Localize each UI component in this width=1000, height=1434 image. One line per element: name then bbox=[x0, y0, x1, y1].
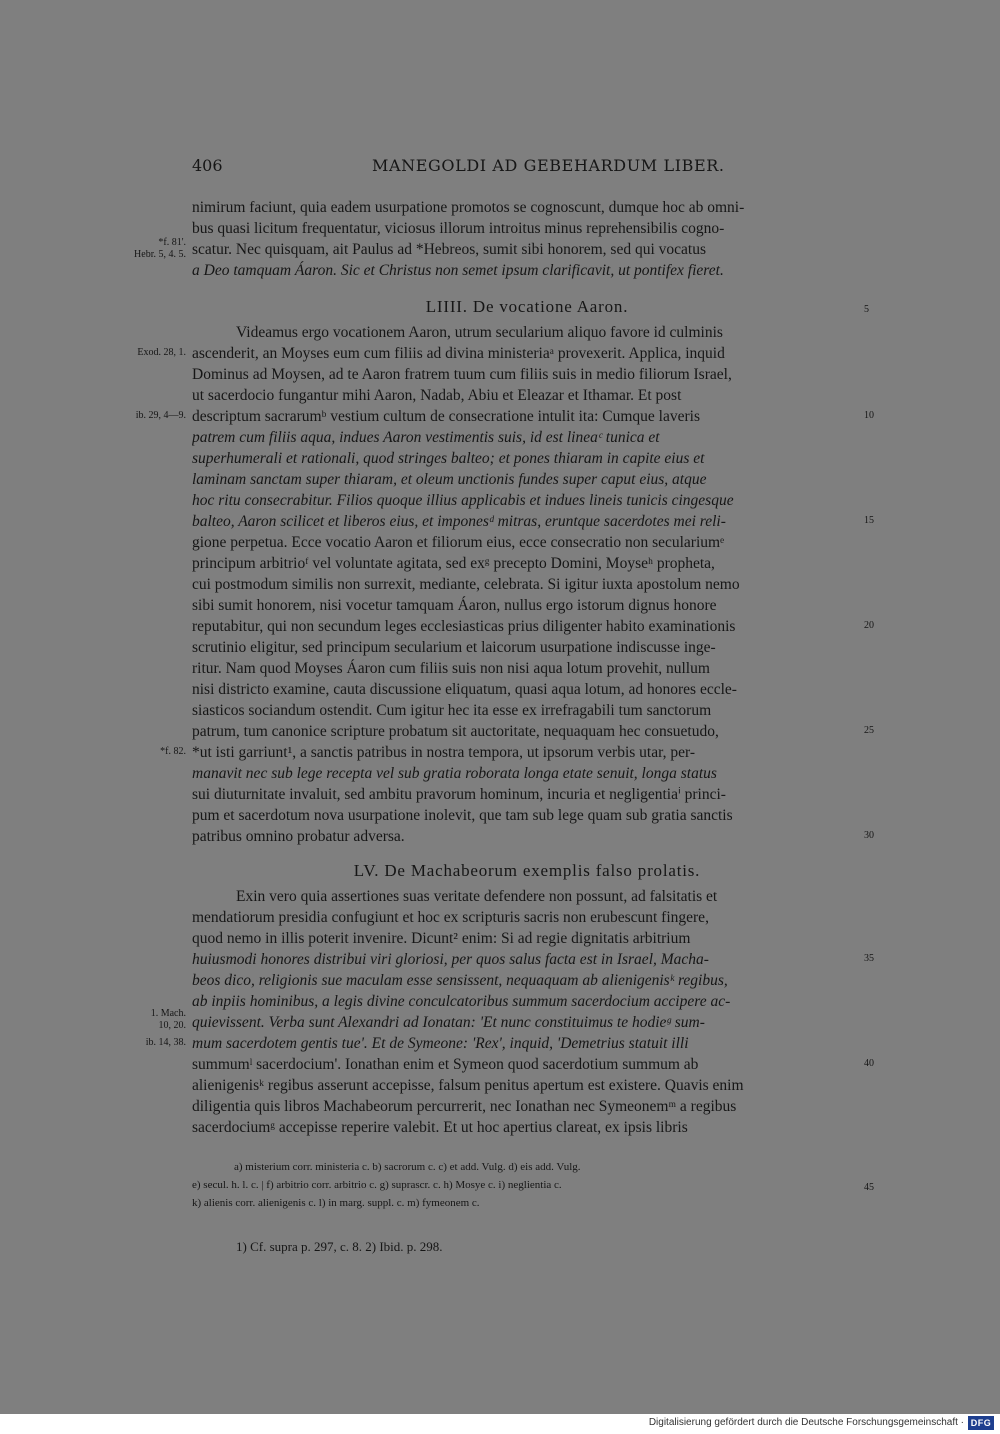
text-line: mendatiorum presidia confugiunt et hoc ex scripturis sacris non erubescunt fingere, bbox=[192, 909, 709, 926]
line-number: 45 bbox=[864, 1182, 874, 1193]
running-title: MANEGOLDI AD GEBEHARDUM LIBER. bbox=[372, 156, 725, 175]
line-number: 5 bbox=[864, 304, 869, 315]
apparatus-line: e) secul. h. l. c. | f) arbitrio corr. arbitrio c. g) suprascr. c. h) Mosye c. i) neglientia c. bbox=[192, 1179, 562, 1191]
margin-reference: 10, 20. bbox=[158, 1020, 186, 1031]
section-heading: LIIII. De vocatione Aaron. bbox=[425, 297, 629, 316]
text-line: summumˡ sacerdocium'. Ionathan enim et Symeon quod sacerdotium summum ab bbox=[192, 1056, 699, 1073]
line-number: 15 bbox=[864, 515, 874, 526]
margin-reference: *f. 82. bbox=[160, 746, 186, 757]
page-header bbox=[192, 156, 860, 182]
text-line: scrutinio eligitur, sed principum secularium et laicorum usurpatione indiscusse inge- bbox=[192, 639, 716, 656]
text-line: sacerdociumᵍ accepisse reperire valebit. Et ut hoc apertius clareat, ex ipsis libris bbox=[192, 1119, 688, 1136]
text-line: descriptum sacrarumᵇ vestium cultum de consecratione intulit ita: Cumque laveris bbox=[192, 408, 700, 425]
line-number: 10 bbox=[864, 410, 874, 421]
text-line: ab inpiis hominibus, a legis divine conculcatoribus summum sacerdocium accipere ac- bbox=[192, 993, 731, 1010]
text-line: diligentia quis libros Machabeorum percurrerit, nec Ionathan nec Symeonemᵐ a regibus bbox=[192, 1098, 737, 1115]
line-number: 20 bbox=[864, 620, 874, 631]
margin-reference: 1. Mach. bbox=[150, 1008, 186, 1019]
text-line: patribus omnino probatur adversa. bbox=[192, 828, 405, 845]
text-line: ritur. Nam quod Moyses Áaron cum filiis suis non nisi aqua lotum provehit, nullum bbox=[192, 660, 710, 677]
text-line: quievissent. Verba sunt Alexandri ad Ionatan: 'Et nunc constituimus te hodieᵍ sum- bbox=[192, 1014, 705, 1031]
apparatus-line: k) alienis corr. alienigenis c. l) in marg. suppl. c. m) fymeonem c. bbox=[192, 1197, 480, 1209]
text-line: siasticos sociandum ostendit. Cum igitur hec ita esse ex irrefragabili tum sanctorum bbox=[192, 702, 712, 719]
line-number: 40 bbox=[864, 1058, 874, 1069]
text-line: alienigenisᵏ regibus asserunt accepisse, falsum penitus apertum est existere. Quavis enim bbox=[192, 1077, 744, 1094]
footer-bar bbox=[0, 1414, 1000, 1434]
margin-reference: Hebr. 5, 4. 5. bbox=[134, 249, 186, 260]
footer-credit: Digitalisierung gefördert durch die Deutsche Forschungsgemeinschaft · bbox=[648, 1417, 964, 1428]
text-line: bus quasi licitum frequentatur, viciosus illorum introitus minus reprehensibilis cogno- bbox=[192, 220, 725, 237]
text-line: quod nemo in illis poterit invenire. Dicunt² enim: Si ad regie dignitatis arbitrium bbox=[192, 930, 691, 947]
text-line: sui diuturnitate invaluit, sed ambitu pravorum hominum, incuria et negligentiaⁱ princi- bbox=[192, 786, 726, 803]
text-line: patrem cum filiis aqua, indues Aaron vestimentis suis, id est lineaᶜ tunica et bbox=[192, 429, 660, 446]
text-line: laminam sanctam super thiaram, et oleum unctionis fundes super caput eius, atque bbox=[192, 471, 707, 488]
text-line: beos dico, religionis sue maculam esse sensissent, nequaquam ab alienigenisᵏ regibus, bbox=[192, 972, 728, 989]
text-line: superhumerali et rationali, quod stringes balteo; et pones thiaram in capite eius et bbox=[192, 450, 705, 467]
text-line: Videamus ergo vocationem Aaron, utrum secularium aliquo favore id culminis bbox=[236, 324, 723, 341]
section-heading: LV. De Machabeorum exemplis falso prolatis. bbox=[353, 861, 701, 880]
line-number: 30 bbox=[864, 830, 874, 841]
text-line: *ut isti garriunt¹, a sanctis patribus in nostra tempora, ut ipsorum verbis utar, per- bbox=[192, 744, 696, 761]
text-line: ascenderit, an Moyses eum cum filiis ad divina ministeriaᵃ provexerit. Applica, inquid bbox=[192, 345, 725, 362]
line-number: 25 bbox=[864, 725, 874, 736]
text-line: huiusmodi honores distribui viri gloriosi, per quos salus facta est in Israel, Macha- bbox=[192, 951, 709, 968]
text-line: pum et sacerdotum nova usurpatione inolevit, que tam sub lege quam sub gratia sanctis bbox=[192, 807, 733, 824]
text-line: nimirum faciunt, quia eadem usurpatione promotos se cognoscunt, dumque hoc ab omni- bbox=[192, 199, 745, 216]
text-line: a Deo tamquam Áaron. Sic et Christus non semet ipsum clarificavit, ut pontifex fieret. bbox=[192, 262, 724, 279]
text-line: scatur. Nec quisquam, ait Paulus ad *Hebreos, sumit sibi honorem, sed qui vocatus bbox=[192, 241, 706, 258]
text-line: ut sacerdocio fungantur mihi Aaron, Nadab, Abiu et Eleazar et Ithamar. Et post bbox=[192, 387, 682, 404]
footnote: 1) Cf. supra p. 297, c. 8. 2) Ibid. p. 298. bbox=[236, 1239, 443, 1254]
text-line: sibi sumit honorem, nisi vocetur tamquam Áaron, nullus ergo istorum dignus honore bbox=[192, 597, 717, 614]
text-line: cui postmodum similis non surrexit, mediante, celebrata. Si igitur iuxta apostolum nemo bbox=[192, 576, 740, 593]
text-line: Exin vero quia assertiones suas veritate defendere non possunt, ad falsitatis et bbox=[236, 888, 718, 905]
text-line: gione perpetua. Ecce vocatio Aaron et filiorum eius, ecce consecratio non seculariumᵉ bbox=[192, 534, 725, 551]
text-line: patrum, tum canonice scripture probatum sit auctoritate, nequaquam hec consuetudo, bbox=[192, 723, 719, 740]
text-line: mum sacerdotem gentis tue'. Et de Symeone: 'Rex', inquid, 'Demetrius statuit illi bbox=[192, 1035, 689, 1052]
margin-reference: *f. 81'. bbox=[158, 237, 186, 248]
dfg-logo: DFG bbox=[968, 1416, 994, 1430]
margin-reference: Exod. 28, 1. bbox=[137, 347, 186, 358]
text-line: Dominus ad Moysen, ad te Aaron fratrem tuum cum filiis suis in medio filiorum Israel, bbox=[192, 366, 732, 383]
line-number: 35 bbox=[864, 953, 874, 964]
text-line: hoc ritu consecrabitur. Filios quoque illius applicabis et indues lineis tunicis cingesque bbox=[192, 492, 734, 509]
text-line: reputabitur, qui non secundum leges ecclesiasticas prius diligenter habito examinationis bbox=[192, 618, 736, 635]
page-number: 406 bbox=[192, 156, 223, 175]
apparatus-line: a) misterium corr. ministeria c. b) sacrorum c. c) et add. Vulg. d) eis add. Vulg. bbox=[234, 1161, 581, 1173]
margin-reference: ib. 29, 4—9. bbox=[135, 410, 186, 421]
margin-reference: ib. 14, 38. bbox=[145, 1037, 186, 1048]
text-line: nisi districto examine, cauta discussione eliquatum, quasi aqua lotum, ad honores eccle- bbox=[192, 681, 737, 698]
text-line: manavit nec sub lege recepta vel sub gratia roborata longa etate senuit, longa status bbox=[192, 765, 717, 782]
text-line: balteo, Aaron scilicet et liberos eius, et imponesᵈ mitras, eruntque sacerdotes mei reli- bbox=[192, 513, 726, 530]
text-line: principum arbitrioᶠ vel voluntate agitata, sed exᵍ precepto Domini, Moyseʰ propheta, bbox=[192, 555, 715, 572]
